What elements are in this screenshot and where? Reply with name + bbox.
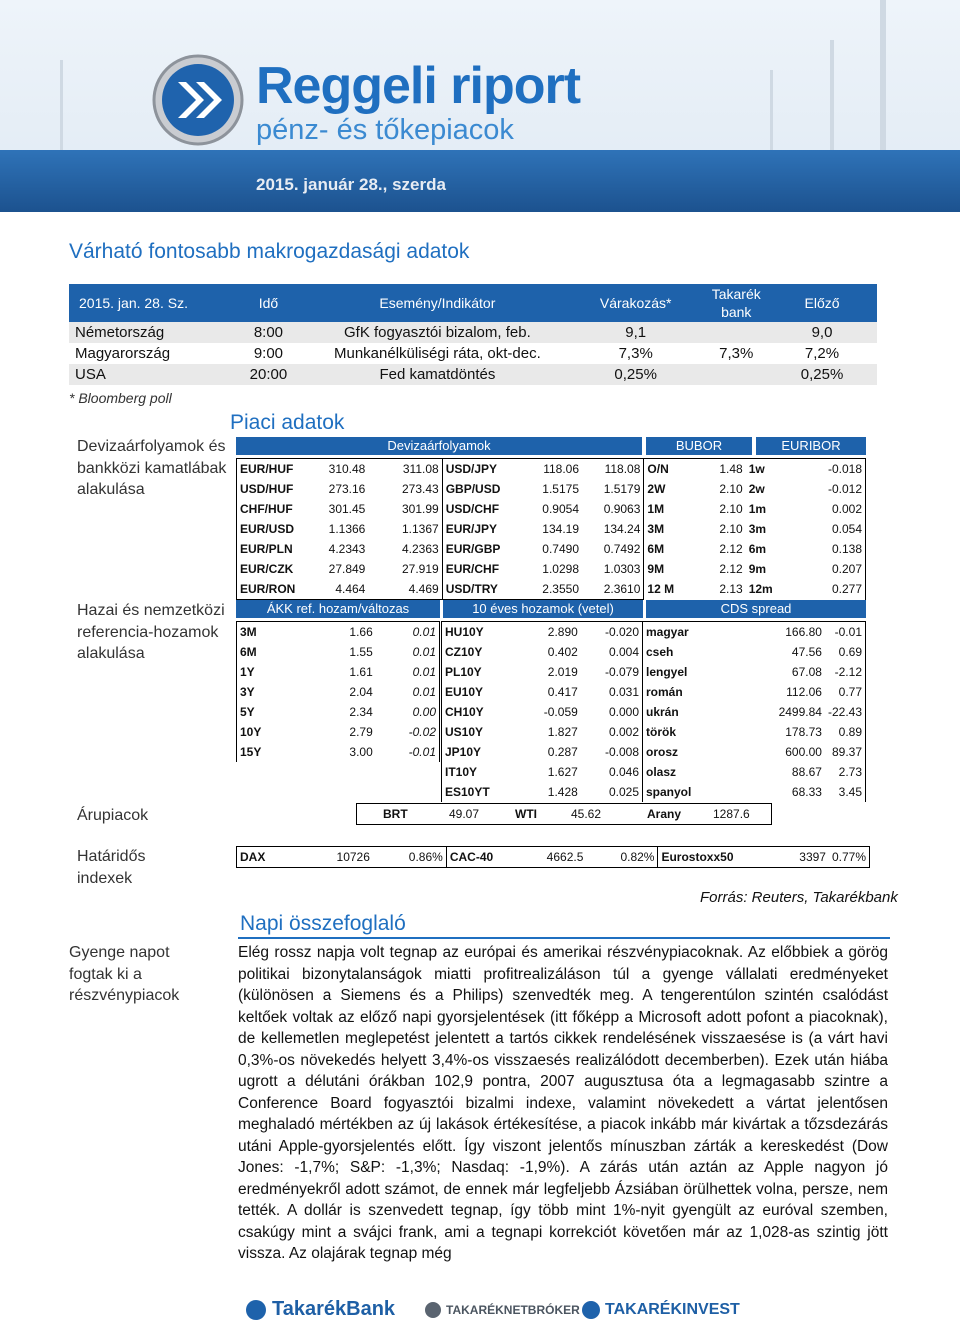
country: Németország <box>69 322 228 343</box>
tenor: O/N <box>644 459 694 480</box>
change: 2.73 <box>825 762 866 782</box>
ask: 301.99 <box>368 499 442 519</box>
bond: PL10Y <box>442 662 518 682</box>
spread: 67.08 <box>791 665 822 679</box>
change: 3.45 <box>825 782 866 802</box>
table-row <box>237 722 440 742</box>
expect: 9,1 <box>566 322 706 343</box>
spread: 68.33 <box>791 785 822 799</box>
rate: 2.12 <box>719 542 743 556</box>
bond: IT10Y <box>442 762 518 782</box>
spread: 47.56 <box>791 645 822 659</box>
index-name: Eurostoxx50 <box>661 850 734 864</box>
table-row <box>237 622 440 643</box>
spread: 112.06 <box>786 685 822 699</box>
yield: 0.417 <box>547 685 578 699</box>
yield: 2.019 <box>547 665 578 679</box>
change: -22.43 <box>825 702 866 722</box>
change: 0.69 <box>825 642 866 662</box>
ask: 4.469 <box>368 579 442 600</box>
ask: 1.1367 <box>368 519 442 539</box>
rate: 0.054 <box>806 519 866 539</box>
change: -0.020 <box>581 622 643 643</box>
commod-name: WTI <box>515 807 537 821</box>
table-row <box>69 322 877 343</box>
fx-bar: Devizaárfolyamok <box>236 437 642 455</box>
rate: 2.10 <box>719 522 743 536</box>
index-change: 0.86% <box>373 847 446 868</box>
akk-table <box>236 621 440 762</box>
tenor: 2W <box>647 482 666 496</box>
country: lengyel <box>646 665 688 679</box>
tenor: 1M <box>647 502 665 516</box>
change: -0.02 <box>376 722 440 742</box>
side-label-yield: Hazai és nemzetközi referencia-hozamok alakulása <box>77 602 225 662</box>
tenor: 3Y <box>237 682 307 702</box>
ask: 1.0303 <box>582 559 644 579</box>
macro-col-takarek: Takarék bank <box>705 284 767 322</box>
bid: 301.45 <box>328 502 366 516</box>
report-title: Reggeli riport <box>256 57 581 115</box>
bid: 118.06 <box>524 459 582 480</box>
change: 0.025 <box>581 782 643 802</box>
ask: 0.9063 <box>582 499 644 519</box>
index-value: 3397 <box>799 850 826 864</box>
table-row <box>442 682 643 702</box>
table-row <box>442 722 643 742</box>
yield: 1.428 <box>547 785 578 799</box>
bond: JP10Y <box>442 742 518 762</box>
spread: 88.67 <box>791 765 822 779</box>
logo-netbroker: TAKARÉKNETBRÓKER <box>446 1303 580 1317</box>
takarekbank-logo-icon <box>246 1300 266 1320</box>
table-row <box>643 742 866 762</box>
tenor: 5Y <box>237 702 307 722</box>
pair-name: EUR/HUF <box>237 459 321 480</box>
side-label-index: Határidős indexek <box>77 848 146 887</box>
summary-divider <box>238 937 890 939</box>
table-row <box>643 702 866 722</box>
summary-text: Elég rossz napja volt tegnap az európai és amerikai részvénypiacoknak. Az előbbiek a görög politikai bizonytalanságok miatti profitrealizáláson túl a gyenge vállalati eredményeket (különösen a Siemens és a Philips) szenvedték meg. A tengerentúlon szintén csalódást keltőek voltak az előző napi gyorsjelentések (itt főképp a Microsoft adott pofont a piacoknak), de kellemetlen meglepetést jelentett a tartós cikkek rendelésének visszaesése is (a várt havi 0,3%-os növekedés helyett 3,4%-os visszaesés realizálódott decemberben). Ezek után hiába ugrott a délutáni órákban 102,9 pontra, 2007 augusztusa óta a legmagasabb szintre a Conference Board fogyasztói bizalmi indexe, valamint növekedett a vártat jelentősen meghaladó mértékben az új lakások értékesítése, a piacok inkább már kivártak a tőzsdezárás utáni Apple-gyorsjelentés előtt. Így viszont jelentős mínuszban zárták a kereskedést (Dow Jones: -1,7%; S&P: -1,3%; Nasdaq: -1,9%). A zárás után aztán az Apple nagyon jó eredményekről adott számot, de ennek már legfeljebb Ázsiában örülhettek volna, persze, nem tették. A dollár is szenvedett tegnap, így több mint 1%-nyit gyengült az euróval szemben, csakúgy mint a svájci frank, ami a tegnapi korrekciót követően már az 1,028-as szintig jött vissza. Az olajárak tegnap még <box>238 944 888 1262</box>
macro-col-event: Esemény/Indikátor <box>309 284 566 322</box>
country: olasz <box>646 765 677 779</box>
source-note: Forrás: Reuters, Takarékbank <box>700 889 898 906</box>
change: 0.002 <box>581 722 643 742</box>
table-row <box>442 782 643 802</box>
summary-heading: Napi összefoglaló <box>240 912 406 935</box>
table-row <box>643 662 866 682</box>
yield: -0.059 <box>543 705 578 719</box>
pair-name: EUR/USD <box>237 519 321 539</box>
tenor: 2w <box>748 482 765 496</box>
tenor: 12m <box>748 582 773 597</box>
spread: 2499.84 <box>778 705 822 719</box>
commod-table <box>356 803 772 825</box>
change: -0.079 <box>581 662 643 682</box>
tenor: 1Y <box>237 662 307 682</box>
tenor: 1m <box>748 502 767 516</box>
table-row <box>237 539 866 559</box>
country: cseh <box>646 645 674 659</box>
ask: 273.43 <box>368 479 442 499</box>
bid: 0.7490 <box>542 542 579 556</box>
change: -0.01 <box>825 622 866 643</box>
country: török <box>646 725 676 739</box>
yield: 2.79 <box>349 725 373 739</box>
commod-value: 1287.6 <box>713 807 750 821</box>
rate: 2.13 <box>719 582 743 597</box>
prev: 0,25% <box>767 364 877 385</box>
tenor: 3m <box>748 522 767 536</box>
time: 20:00 <box>228 364 309 385</box>
logo-takarekbank: TakarékBank <box>272 1298 396 1320</box>
table-row <box>442 642 643 662</box>
rate: 2.12 <box>719 562 743 576</box>
time: 9:00 <box>253 345 284 362</box>
expect: 0,25% <box>566 364 706 385</box>
arrow-logo-icon <box>150 52 246 148</box>
table-row <box>643 622 866 643</box>
table-row <box>237 742 440 762</box>
yield: 1.61 <box>349 665 373 679</box>
rate: 2.10 <box>719 502 743 516</box>
bid: 1.5175 <box>542 482 579 496</box>
pair-name: EUR/GBP <box>445 542 501 556</box>
table-row <box>643 722 866 742</box>
index-name: CAC-40 <box>449 850 494 864</box>
event: GfK fogyasztói bizalom, feb. <box>309 322 566 343</box>
index-value: 4662.5 <box>546 850 584 864</box>
bid: 310.48 <box>320 459 368 480</box>
macro-col-expect: Várakozás* <box>566 284 706 322</box>
yield: 0.402 <box>547 645 578 659</box>
yield: 2.890 <box>517 622 581 643</box>
akk-bar: ÁKK ref. hozam/változas <box>236 600 440 618</box>
y10-table <box>441 621 643 802</box>
country: spanyol <box>646 785 692 799</box>
change: 0.004 <box>581 642 643 662</box>
ask: 27.919 <box>368 559 442 579</box>
yield: 1.627 <box>547 765 578 779</box>
tenor: 6m <box>748 542 767 556</box>
pair-name: EUR/JPY <box>445 522 498 536</box>
takarek <box>705 364 767 385</box>
rate: 2.10 <box>719 482 743 496</box>
yield: 1.55 <box>349 645 373 659</box>
euribor-bar: EURIBOR <box>756 437 866 455</box>
market-heading: Piaci adatok <box>230 411 345 434</box>
bond: ES10YT <box>442 782 518 802</box>
tenor: 6M <box>647 542 665 556</box>
yield: 3.00 <box>349 745 373 759</box>
bid: 0.9054 <box>542 502 579 516</box>
bid: 2.3550 <box>524 579 582 600</box>
table-row <box>237 459 866 480</box>
tenor: 6M <box>237 642 307 662</box>
change: -0.01 <box>376 742 440 762</box>
cds-table <box>643 621 866 802</box>
table-row <box>643 682 866 702</box>
index-change: 0.82% <box>586 847 658 868</box>
y10-bar: 10 éves hozamok (vetel) <box>443 600 643 618</box>
pair-name: GBP/USD <box>445 482 501 496</box>
bond: HU10Y <box>442 622 518 643</box>
report-date: 2015. január 28., szerda <box>256 175 446 194</box>
table-row <box>237 682 440 702</box>
side-label-commod: Árupiacok <box>77 807 149 824</box>
macro-col-time: Idő <box>228 284 309 322</box>
change: 0.01 <box>376 642 440 662</box>
macro-header-row <box>69 284 877 322</box>
rate: 0.277 <box>806 579 866 600</box>
netbroker-logo-icon <box>425 1302 441 1318</box>
country: Magyarország <box>75 345 171 362</box>
tenor: 9m <box>748 562 767 576</box>
macro-note: * Bloomberg poll <box>69 390 172 406</box>
tenor: 1w <box>746 459 806 480</box>
change: 0.00 <box>376 702 440 722</box>
change: 0.000 <box>581 702 643 722</box>
macro-table <box>69 284 877 385</box>
rate: 0.138 <box>806 539 866 559</box>
takarekinvest-logo-icon <box>582 1301 600 1319</box>
table-row <box>237 702 440 722</box>
table-row <box>237 662 440 682</box>
table-row <box>442 662 643 682</box>
rate: -0.012 <box>806 479 866 499</box>
country: román <box>646 685 683 699</box>
country: orosz <box>646 745 679 759</box>
pair-name: EUR/RON <box>237 579 321 600</box>
bond: US10Y <box>442 722 518 742</box>
tenor: 9M <box>647 562 665 576</box>
cds-bar: CDS spread <box>646 600 866 618</box>
pair-name: USD/TRY <box>442 579 524 600</box>
index-change: 0.77% <box>831 850 866 864</box>
time: 8:00 <box>228 322 309 343</box>
table-row <box>237 559 866 579</box>
tenor: 3M <box>647 522 665 536</box>
change: 0.77 <box>825 682 866 702</box>
bid: 27.849 <box>328 562 366 576</box>
table-row <box>237 479 866 499</box>
rate: 1.48 <box>694 459 746 480</box>
table-row <box>237 847 870 868</box>
commod-name: BRT <box>383 807 408 821</box>
commod-value: 49.07 <box>449 807 480 821</box>
table-row <box>357 804 772 825</box>
index-value: 10726 <box>336 850 370 864</box>
prev: 9,0 <box>767 322 877 343</box>
change: 0.031 <box>581 682 643 702</box>
change: 0.01 <box>376 682 440 702</box>
ask: 2.3610 <box>582 579 644 600</box>
bid: 273.16 <box>328 482 366 496</box>
bid: 4.2343 <box>328 542 366 556</box>
pair-name: USD/JPY <box>442 459 524 480</box>
commod-value: 45.62 <box>571 807 602 821</box>
pair-name: EUR/CHF <box>445 562 500 576</box>
change: 0.01 <box>376 662 440 682</box>
macro-col-prev: Előző <box>767 284 877 322</box>
spread: 178.73 <box>785 725 822 739</box>
country: magyar <box>643 622 741 643</box>
pair-name: EUR/CZK <box>237 559 321 579</box>
pair-name: EUR/PLN <box>237 539 321 559</box>
ask: 4.2363 <box>368 539 442 559</box>
country: ukrán <box>646 705 679 719</box>
bond: CH10Y <box>442 702 518 722</box>
index-table <box>236 846 870 868</box>
table-row <box>237 579 866 600</box>
bid: 1.0298 <box>542 562 579 576</box>
change: 0.89 <box>825 722 866 742</box>
macro-col-date: 2015. jan. 28. Sz. <box>69 284 228 322</box>
change: 0.046 <box>581 762 643 782</box>
tenor: 15Y <box>237 742 307 762</box>
takarek: 7,3% <box>719 345 754 362</box>
tenor: 10Y <box>237 722 307 742</box>
yield: 1.827 <box>547 725 578 739</box>
pair-name: USD/HUF <box>237 479 321 499</box>
yield: 1.66 <box>306 622 376 643</box>
commod-name: Arany <box>647 807 682 821</box>
side-label-summary: Gyenge napot fogtak ki a részvénypiacok <box>69 944 180 1004</box>
table-row <box>69 343 877 364</box>
prev: 7,2% <box>804 345 840 362</box>
index-name: DAX <box>240 850 266 864</box>
bid: 1.1366 <box>328 522 366 536</box>
table-row <box>442 742 643 762</box>
ask: 1.5179 <box>582 479 644 499</box>
event: Fed kamatdöntés <box>309 364 566 385</box>
rate: 0.002 <box>806 499 866 519</box>
yield: 2.34 <box>349 705 373 719</box>
table-row <box>69 364 877 385</box>
tenor: 12 M <box>647 582 675 597</box>
tenor: 3M <box>237 622 307 643</box>
table-row <box>643 642 866 662</box>
bond: EU10Y <box>442 682 518 702</box>
macro-heading: Várható fontosabb makrogazdasági adatok <box>69 240 470 263</box>
ask: 118.08 <box>582 459 644 480</box>
table-row <box>442 702 643 722</box>
pair-name: CHF/HUF <box>237 499 321 519</box>
table-row <box>237 519 866 539</box>
bid: 134.19 <box>542 522 579 536</box>
country: USA <box>69 364 228 385</box>
side-label-fx: Devizaárfolyamok és bankközi kamatlábak alakulása <box>77 438 227 498</box>
rate: 0.207 <box>806 559 866 579</box>
bid: 4.464 <box>320 579 368 600</box>
yield: 0.287 <box>547 745 578 759</box>
event: Munkanélküliségi ráta, okt-dec. <box>334 345 541 362</box>
rate: -0.018 <box>806 459 866 480</box>
spread: 166.80 <box>741 622 825 643</box>
change: -0.008 <box>581 742 643 762</box>
footer-logos <box>0 1292 960 1332</box>
expect: 7,3% <box>618 345 653 362</box>
change: -2.12 <box>825 662 866 682</box>
yield: 2.04 <box>349 685 373 699</box>
ask: 134.24 <box>582 519 644 539</box>
table-row <box>442 762 643 782</box>
logo-takarekinvest: TAKARÉKINVEST <box>605 1301 740 1318</box>
ask: 311.08 <box>368 459 442 480</box>
ask: 0.7492 <box>582 539 644 559</box>
report-subtitle: pénz- és tőkepiacok <box>256 114 514 146</box>
bond: CZ10Y <box>442 642 518 662</box>
spread: 600.00 <box>785 745 822 759</box>
table-row <box>237 642 440 662</box>
table-row <box>643 762 866 782</box>
fx-table <box>236 458 866 600</box>
takarek <box>705 322 767 343</box>
table-row <box>442 622 643 643</box>
change: 89.37 <box>825 742 866 762</box>
pair-name: USD/CHF <box>445 502 500 516</box>
table-row <box>643 782 866 802</box>
change: 0.01 <box>376 622 440 643</box>
bubor-bar: BUBOR <box>646 437 752 455</box>
table-row <box>237 499 866 519</box>
